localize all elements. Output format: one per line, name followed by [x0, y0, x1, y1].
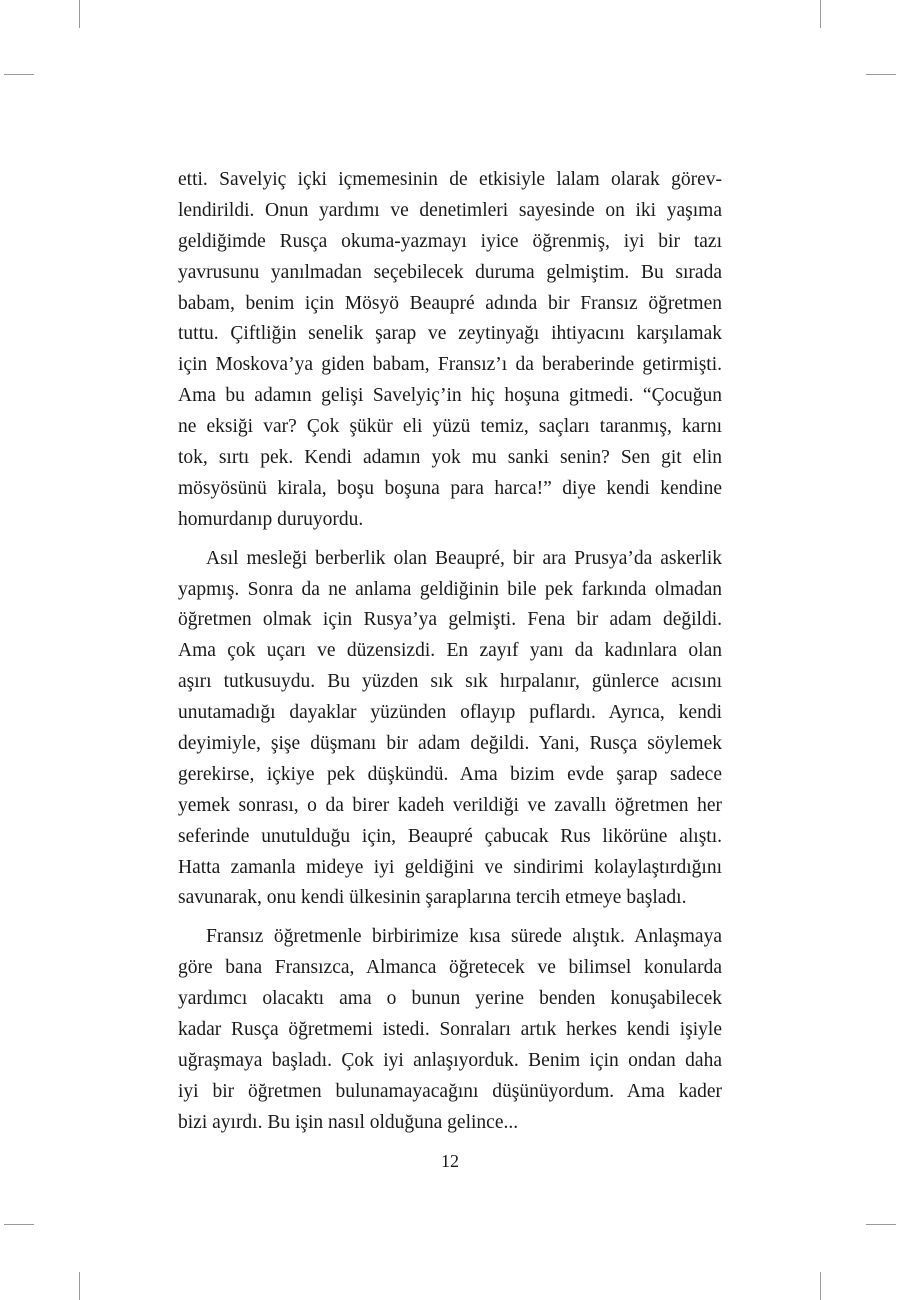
crop-mark-bottom-right-horizontal	[866, 1224, 896, 1225]
text-line: mösyösünü kirala, boşu boşuna para harca!” diye kendi kendine	[178, 477, 722, 499]
text-line: Fransız öğretmenle birbirimize kısa sürede alıştık. Anlaşmaya	[206, 926, 722, 948]
crop-mark-top-right-vertical	[820, 0, 821, 28]
text-line: etti. Savelyiç içki içmemesinin de etkisiyle lalam olarak görev-	[178, 169, 722, 190]
text-line: Asıl mesleği berberlik olan Beaupré, bir ara Prusya’da askerlik	[206, 547, 722, 569]
text-line: Hatta zamanla mideye iyi geldiğini ve sindirimi kolaylaştırdığını	[178, 856, 722, 878]
text-line: deyimiyle, şişe düşmanı bir adam değildi. Yani, Rusça söylemek	[178, 733, 722, 755]
text-line: uğraşmaya başladı. Çok iyi anlaşıyorduk. Benim için ondan daha	[178, 1049, 722, 1071]
paragraph-2	[178, 544, 722, 915]
text-line: geldiğimde Rusça okuma-yazmayı iyice öğrenmiş, iyi bir tazı	[178, 230, 722, 252]
crop-mark-bottom-left-vertical	[79, 1272, 80, 1300]
text-line: tok, sırtı pek. Kendi adamın yok mu sanki senin? Sen git elin	[178, 447, 722, 469]
paragraph-3	[178, 922, 722, 1138]
text-line: yavrusunu yanılmadan seçebilecek duruma gelmiştim. Bu sırada	[178, 261, 722, 283]
text-line: bizi ayırdı. Bu işin nasıl olduğuna gelince...	[178, 1111, 519, 1133]
paragraph-1	[178, 165, 722, 536]
text-line: kadar Rusça öğretmemi istedi. Sonraları artık herkes kendi işiyle	[178, 1019, 722, 1041]
crop-mark-top-left-horizontal	[4, 74, 34, 75]
text-line: yardımcı olacaktı ama o bunun yerine benden konuşabilecek	[178, 988, 722, 1010]
text-line: babam, benim için Mösyö Beaupré adında bir Fransız öğretmen	[178, 292, 722, 314]
text-line: homurdanıp duruyordu.	[178, 508, 364, 530]
crop-mark-top-left-vertical	[79, 0, 80, 28]
crop-mark-bottom-left-horizontal	[4, 1224, 34, 1225]
text-line: gerekirse, içkiye pek düşkündü. Ama bizim evde şarap sadece	[178, 763, 722, 785]
crop-mark-top-right-horizontal	[866, 74, 896, 75]
text-line: Ama çok uçarı ve düzensizdi. En zayıf yanı da kadınlara olan	[178, 640, 722, 662]
text-line: aşırı tutkusuydu. Bu yüzden sık sık hırpalanır, günlerce acısını	[178, 671, 722, 693]
text-line: öğretmen olmak için Rusya’ya gelmişti. Fena bir adam değildi.	[178, 609, 722, 631]
page-number: 12	[441, 1151, 459, 1171]
text-line: için Moskova’ya giden babam, Fransız’ı da beraberinde getirmişti.	[178, 354, 722, 376]
text-line: seferinde unutulduğu için, Beaupré çabucak Rus likörüne alıştı.	[178, 825, 722, 847]
text-line: göre bana Fransızca, Almanca öğretecek ve bilimsel konularda	[178, 957, 722, 979]
crop-mark-bottom-right-vertical	[820, 1272, 821, 1300]
text-line: yapmış. Sonra da ne anlama geldiğinin bile pek farkında olmadan	[178, 578, 722, 600]
text-line: iyi bir öğretmen bulunamayacağını düşünüyordum. Ama kader	[178, 1080, 722, 1102]
text-line: savunarak, onu kendi ülkesinin şaraplarına tercih etmeye başladı.	[178, 887, 687, 909]
body-text	[178, 165, 722, 1147]
text-line: ne eksiği var? Çok şükür eli yüzü temiz, saçları taranmış, karnı	[178, 416, 722, 438]
text-line: unutamadığı dayaklar yüzünden oflayıp puflardı. Ayrıca, kendi	[178, 702, 722, 724]
text-line: tuttu. Çiftliğin senelik şarap ve zeytinyağı ihtiyacını karşılamak	[178, 323, 722, 345]
text-line: Ama bu adamın gelişi Savelyiç’in hiç hoşuna gitmedi. “Çocuğun	[178, 385, 722, 407]
text-line: lendirildi. Onun yardımı ve denetimleri sayesinde on iki yaşıma	[178, 199, 722, 221]
text-line: yemek sonrası, o da birer kadeh verildiği ve zavallı öğretmen her	[178, 794, 722, 816]
